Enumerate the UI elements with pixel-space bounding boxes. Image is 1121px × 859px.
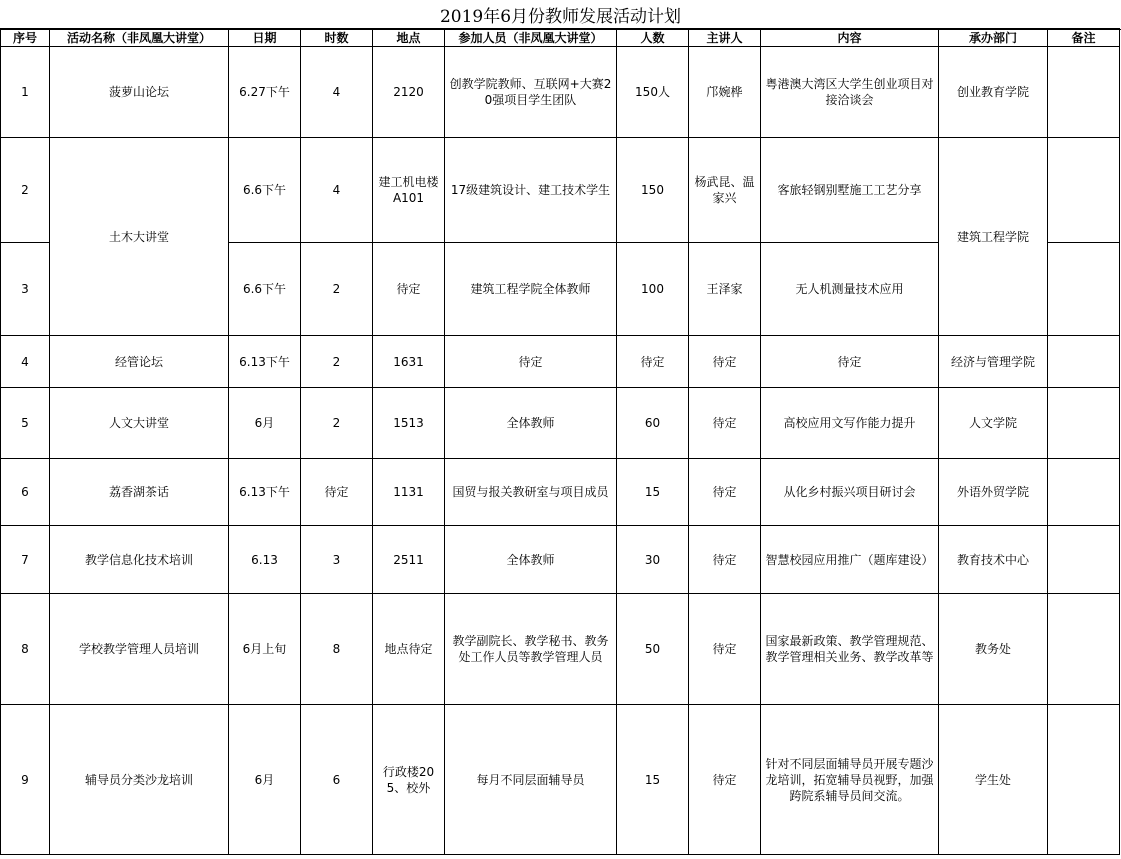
cell-date[interactable]: 6.6下午 xyxy=(229,138,301,243)
cell-content[interactable]: 待定 xyxy=(761,336,939,388)
cell-place[interactable]: 1513 xyxy=(373,388,445,459)
cell-name[interactable]: 土木大讲堂 xyxy=(50,138,229,336)
cell-dept[interactable]: 创业教育学院 xyxy=(939,47,1048,138)
cell-date[interactable]: 6.13下午 xyxy=(229,459,301,526)
cell-dept[interactable]: 建筑工程学院 xyxy=(939,138,1048,336)
cell-date[interactable]: 6月 xyxy=(229,388,301,459)
cell-date[interactable]: 6.6下午 xyxy=(229,243,301,336)
cell-no[interactable]: 3 xyxy=(1,243,50,336)
cell-participants[interactable]: 待定 xyxy=(445,336,617,388)
cell-date[interactable]: 6.27下午 xyxy=(229,47,301,138)
cell-count[interactable]: 100 xyxy=(617,243,689,336)
cell-no[interactable]: 1 xyxy=(1,47,50,138)
cell-place[interactable]: 2511 xyxy=(373,526,445,594)
header-cell[interactable]: 日期 xyxy=(229,29,301,47)
cell-participants[interactable]: 建筑工程学院全体教师 xyxy=(445,243,617,336)
cell-dept[interactable]: 人文学院 xyxy=(939,388,1048,459)
cell-place[interactable]: 行政楼205、校外 xyxy=(373,705,445,855)
cell-place[interactable]: 2120 xyxy=(373,47,445,138)
header-cell[interactable]: 内容 xyxy=(761,29,939,47)
header-cell[interactable]: 地点 xyxy=(373,29,445,47)
cell-no[interactable]: 4 xyxy=(1,336,50,388)
cell-name[interactable]: 学校教学管理人员培训 xyxy=(50,594,229,705)
cell-name[interactable]: 菠萝山论坛 xyxy=(50,47,229,138)
cell-hours[interactable]: 6 xyxy=(301,705,373,855)
cell-content[interactable]: 粤港澳大湾区大学生创业项目对接洽谈会 xyxy=(761,47,939,138)
cell-note[interactable] xyxy=(1048,388,1120,459)
cell-no[interactable]: 8 xyxy=(1,594,50,705)
cell-count[interactable]: 30 xyxy=(617,526,689,594)
cell-participants[interactable]: 17级建筑设计、建工技术学生 xyxy=(445,138,617,243)
cell-content[interactable]: 针对不同层面辅导员开展专题沙龙培训，拓宽辅导员视野，加强跨院系辅导员间交流。 xyxy=(761,705,939,855)
cell-content[interactable]: 无人机测量技术应用 xyxy=(761,243,939,336)
cell-count[interactable]: 150人 xyxy=(617,47,689,138)
cell-participants[interactable]: 全体教师 xyxy=(445,526,617,594)
cell-content[interactable]: 智慧校园应用推广（题库建设） xyxy=(761,526,939,594)
cell-content[interactable]: 从化乡村振兴项目研讨会 xyxy=(761,459,939,526)
cell-note[interactable] xyxy=(1048,526,1120,594)
cell-participants[interactable]: 每月不同层面辅导员 xyxy=(445,705,617,855)
cell-content[interactable]: 国家最新政策、教学管理规范、教学管理相关业务、教学改革等 xyxy=(761,594,939,705)
cell-hours[interactable]: 2 xyxy=(301,388,373,459)
cell-participants[interactable]: 教学副院长、教学秘书、教务处工作人员等教学管理人员 xyxy=(445,594,617,705)
table-row xyxy=(1,459,1120,526)
cell-participants[interactable]: 创教学院教师、互联网+大赛20强项目学生团队 xyxy=(445,47,617,138)
cell-speaker[interactable]: 王泽家 xyxy=(689,243,761,336)
cell-speaker[interactable]: 待定 xyxy=(689,705,761,855)
header-cell[interactable]: 主讲人 xyxy=(689,29,761,47)
cell-dept[interactable]: 外语外贸学院 xyxy=(939,459,1048,526)
cell-hours[interactable]: 2 xyxy=(301,243,373,336)
cell-speaker[interactable]: 待定 xyxy=(689,459,761,526)
cell-no[interactable]: 5 xyxy=(1,388,50,459)
cell-dept[interactable]: 经济与管理学院 xyxy=(939,336,1048,388)
cell-name[interactable]: 经管论坛 xyxy=(50,336,229,388)
header-cell[interactable]: 承办部门 xyxy=(939,29,1048,47)
cell-place[interactable]: 1631 xyxy=(373,336,445,388)
header-cell[interactable]: 时数 xyxy=(301,29,373,47)
cell-note[interactable] xyxy=(1048,459,1120,526)
cell-count[interactable]: 50 xyxy=(617,594,689,705)
cell-date[interactable]: 6.13 xyxy=(229,526,301,594)
cell-content[interactable]: 客旅轻钢别墅施工工艺分享 xyxy=(761,138,939,243)
cell-name[interactable]: 教学信息化技术培训 xyxy=(50,526,229,594)
cell-count[interactable]: 150 xyxy=(617,138,689,243)
cell-date[interactable]: 6月 xyxy=(229,705,301,855)
cell-place[interactable]: 地点待定 xyxy=(373,594,445,705)
header-cell[interactable]: 参加人员（非凤凰大讲堂） xyxy=(445,29,617,47)
cell-name[interactable]: 荔香湖茶话 xyxy=(50,459,229,526)
cell-note[interactable] xyxy=(1048,138,1120,243)
cell-count[interactable]: 15 xyxy=(617,705,689,855)
header-cell[interactable]: 人数 xyxy=(617,29,689,47)
cell-note[interactable] xyxy=(1048,705,1120,855)
activity-plan-table xyxy=(0,28,1120,855)
header-row xyxy=(1,29,1120,47)
cell-participants[interactable]: 全体教师 xyxy=(445,388,617,459)
header-cell[interactable]: 备注 xyxy=(1048,29,1120,47)
table-row xyxy=(1,388,1120,459)
cell-count[interactable]: 待定 xyxy=(617,336,689,388)
cell-place[interactable]: 待定 xyxy=(373,243,445,336)
cell-no[interactable]: 2 xyxy=(1,138,50,243)
cell-speaker[interactable]: 邝婉桦 xyxy=(689,47,761,138)
header-cell[interactable]: 序号 xyxy=(1,29,50,47)
cell-speaker[interactable]: 待定 xyxy=(689,594,761,705)
cell-note[interactable] xyxy=(1048,336,1120,388)
table-row xyxy=(1,47,1120,138)
cell-no[interactable]: 9 xyxy=(1,705,50,855)
cell-dept[interactable]: 教务处 xyxy=(939,594,1048,705)
cell-note[interactable] xyxy=(1048,594,1120,705)
cell-hours[interactable]: 8 xyxy=(301,594,373,705)
cell-name[interactable]: 辅导员分类沙龙培训 xyxy=(50,705,229,855)
cell-hours[interactable]: 3 xyxy=(301,526,373,594)
table-row xyxy=(1,705,1120,855)
cell-place[interactable]: 建工机电楼A101 xyxy=(373,138,445,243)
cell-no[interactable]: 7 xyxy=(1,526,50,594)
table-row xyxy=(1,138,1120,243)
header-cell[interactable]: 活动名称（非凤凰大讲堂） xyxy=(50,29,229,47)
table-row xyxy=(1,526,1120,594)
cell-hours[interactable]: 4 xyxy=(301,138,373,243)
sheet-title: 2019年6月份教师发展活动计划 xyxy=(0,0,1121,30)
table-row xyxy=(1,336,1120,388)
cell-content[interactable]: 高校应用文写作能力提升 xyxy=(761,388,939,459)
cell-date[interactable]: 6.13下午 xyxy=(229,336,301,388)
cell-name[interactable]: 人文大讲堂 xyxy=(50,388,229,459)
cell-dept[interactable]: 学生处 xyxy=(939,705,1048,855)
cell-hours[interactable]: 待定 xyxy=(301,459,373,526)
cell-speaker[interactable]: 杨武昆、温家兴 xyxy=(689,138,761,243)
cell-speaker[interactable]: 待定 xyxy=(689,336,761,388)
cell-hours[interactable]: 2 xyxy=(301,336,373,388)
cell-speaker[interactable]: 待定 xyxy=(689,388,761,459)
cell-dept[interactable]: 教育技术中心 xyxy=(939,526,1048,594)
cell-date[interactable]: 6月上旬 xyxy=(229,594,301,705)
cell-count[interactable]: 15 xyxy=(617,459,689,526)
cell-participants[interactable]: 国贸与报关教研室与项目成员 xyxy=(445,459,617,526)
cell-count[interactable]: 60 xyxy=(617,388,689,459)
cell-no[interactable]: 6 xyxy=(1,459,50,526)
cell-speaker[interactable]: 待定 xyxy=(689,526,761,594)
cell-note[interactable] xyxy=(1048,47,1120,138)
cell-place[interactable]: 1131 xyxy=(373,459,445,526)
cell-hours[interactable]: 4 xyxy=(301,47,373,138)
table-row xyxy=(1,594,1120,705)
cell-note[interactable] xyxy=(1048,243,1120,336)
